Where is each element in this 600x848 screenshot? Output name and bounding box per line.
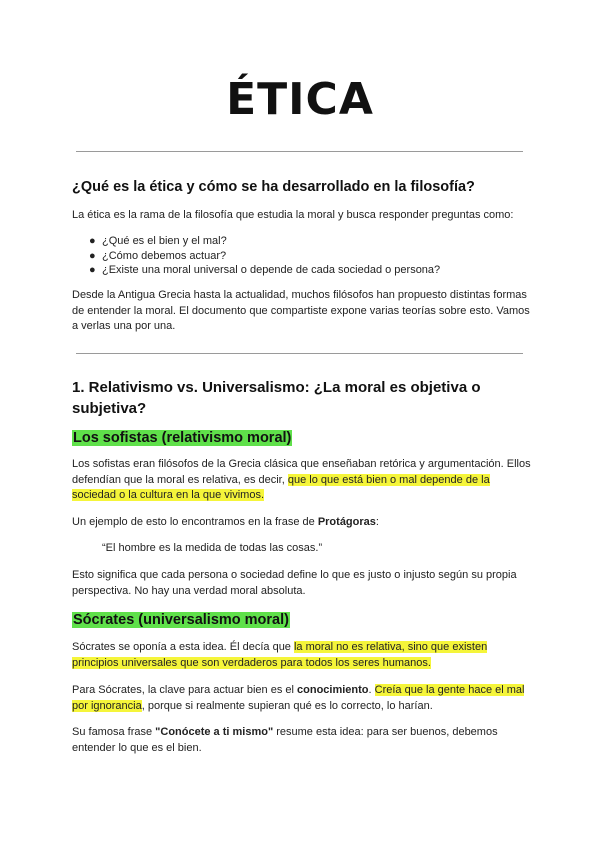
bold-text: "Conócete a ti mismo" bbox=[155, 726, 274, 738]
document-title: ÉTICA bbox=[226, 74, 374, 125]
know-thyself-paragraph: Su famosa frase "Conócete a ti mismo" resume esta idea: para ser buenos, debemos entender lo que es el bien. bbox=[72, 726, 498, 754]
bullet-icon: ● bbox=[89, 235, 96, 247]
yellow-highlight: la moral no es relativa, sino que existen principios universales que son verdaderos para todos los seres humanos. bbox=[72, 641, 488, 669]
protagoras-paragraph: Un ejemplo de esto lo encontramos en la frase de Protágoras: bbox=[72, 516, 379, 528]
bold-text: Protágoras bbox=[317, 516, 376, 528]
bullet-icon: ● bbox=[89, 264, 96, 276]
intro-heading: ¿Qué es la ética y cómo se ha desarrollado en la filosofía? bbox=[72, 179, 475, 195]
knowledge-paragraph: Para Sócrates, la clave para actuar bien es el conocimiento. Creía que la gente hace el mal por ignorancia, porque si realmente supieran qué es lo correcto, lo harían. bbox=[72, 684, 525, 712]
list-item: ● ¿Qué es el bien y el mal? bbox=[89, 235, 227, 247]
bold-text: conocimiento bbox=[297, 684, 369, 696]
sofistas-paragraph: Los sofistas eran filósofos de la Grecia clásica que enseñaban retórica y argumentación. Ellos defendían que la moral es relativa, es decir, que lo que está bien o mal depende de la sociedad o la cultura en la que vivimos. bbox=[72, 458, 531, 501]
divider bbox=[76, 151, 523, 152]
question-list bbox=[72, 234, 532, 278]
relativism-explanation: Esto significa que cada persona o sociedad define lo que es justo o injusto según su propia perspectiva. No hay una verdad moral absoluta. bbox=[72, 569, 517, 597]
list-item: ● ¿Cómo debemos actuar? bbox=[89, 249, 227, 262]
socrates-paragraph: Sócrates se oponía a esta idea. Él decía que la moral no es relativa, sino que existen principios universales que son verdaderos para todos los seres humanos. bbox=[72, 641, 488, 669]
list-item: ● ¿Existe una moral universal o depende de cada sociedad o persona? bbox=[89, 264, 441, 276]
yellow-highlight: Creía que la gente hace el mal por ignorancia bbox=[72, 684, 525, 712]
divider bbox=[76, 353, 523, 354]
section1-heading: 1. Relativismo vs. Universalismo: ¿La moral es objetiva o subjetiva? bbox=[72, 379, 481, 417]
intro-closing: Desde la Antigua Grecia hasta la actualidad, muchos filósofos han propuesto distintas formas de entender la moral. El documento que compartiste expone varias teorías sobre esto. Vamos a verlas una por una. bbox=[72, 289, 530, 332]
green-highlight: Sócrates (universalismo moral) bbox=[73, 612, 289, 628]
protagoras-quote: “El hombre es la medida de todas las cosas.” bbox=[102, 542, 323, 554]
yellow-highlight: que lo que está bien o mal depende de la sociedad o la cultura en la que vivimos. bbox=[72, 473, 490, 501]
socrates-subheading bbox=[72, 612, 290, 628]
sofistas-subheading bbox=[72, 430, 292, 446]
intro-lead: La ética es la rama de la filosofía que estudia la moral y busca responder preguntas como: bbox=[72, 209, 514, 221]
bullet-icon: ● bbox=[89, 249, 96, 262]
green-highlight: Los sofistas (relativismo moral) bbox=[73, 430, 292, 446]
